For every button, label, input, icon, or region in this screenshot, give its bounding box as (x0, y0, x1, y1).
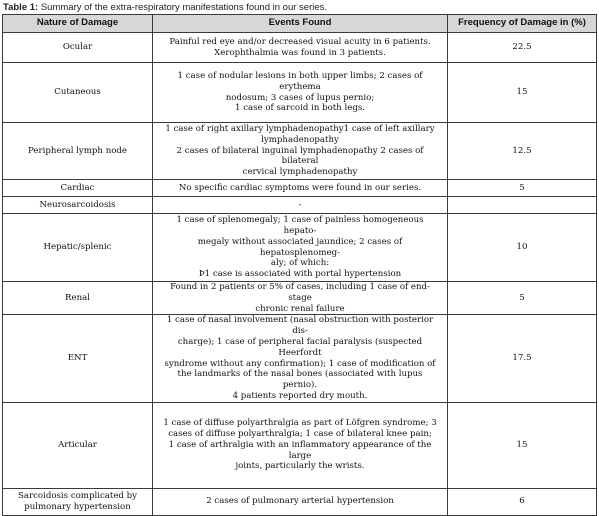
event-line: joints, particularly the wrists. (235, 461, 365, 472)
cell-events (153, 282, 448, 315)
event-line: 1 case of nodular lesions in both upper limbs; 2 cases of erythema (177, 70, 423, 92)
event-line: chronic renal failure (255, 303, 345, 314)
cell-events (153, 180, 448, 197)
table-row (3, 197, 597, 214)
cell-events (153, 197, 448, 214)
event-line: 2 cases of bilateral inguinal lymphadenopathy 2 cases of bilateral (176, 145, 424, 167)
event-line: 1 case of splenomegaly; 1 case of painless homogeneous hepato- (176, 215, 424, 236)
column-header-events: Events Found (153, 15, 448, 33)
table-row (3, 402, 597, 488)
cell-nature: Hepatic/splenic (3, 214, 153, 282)
table-row (3, 123, 597, 180)
cell-nature: Articular (3, 402, 153, 488)
table-row (3, 180, 597, 197)
cell-frequency: 5 (448, 180, 597, 197)
cell-frequency: 15 (448, 63, 597, 123)
event-line: megaly without associated jaundice; 2 cases of hepatosplenomeg- (197, 236, 403, 258)
table-row (3, 33, 597, 63)
event-line: the landmarks of the nasal bones (associated with lupus pernio). (177, 369, 423, 391)
event-line: Xerophthalmia was found in 3 patients. (214, 47, 386, 58)
event-line: Painful red eye and/or decreased visual acuity in 6 patients. (169, 36, 431, 47)
cell-events (153, 63, 448, 123)
column-header-frequency: Frequency of Damage in (%) (448, 15, 597, 33)
cell-frequency: 12.5 (448, 123, 597, 180)
table-row (3, 63, 597, 123)
cell-nature: Ocular (3, 33, 153, 63)
event-line: - (298, 199, 302, 210)
cell-frequency: 15 (448, 402, 597, 488)
cell-nature: Sarcoidosis complicated by pulmonary hypertension (3, 488, 153, 515)
caption-text: Summary of the extra-respiratory manifestations found in our series. (38, 2, 328, 13)
event-line: charge); 1 case of peripheral facial paralysis (suspected Heerfordt (177, 336, 423, 358)
column-header-nature: Nature of Damage (3, 15, 153, 33)
event-line: 2 cases of pulmonary arterial hypertension (206, 496, 394, 507)
cell-frequency: 17.5 (448, 315, 597, 402)
event-line: 1 case of arthralgia with an inflammatory appearance of the large (168, 439, 432, 461)
event-line: 1 case of right axillary lymphadenopathy1 case of left axillary (165, 124, 435, 134)
event-line: nodosum; 3 cases of lupus pernio; (225, 92, 375, 103)
table-row (3, 214, 597, 282)
cell-frequency: 5 (448, 282, 597, 315)
event-line: Þ1 case is associated with portal hypertension (198, 269, 402, 280)
cell-events (153, 123, 448, 180)
event-line: aly; of which: (270, 258, 330, 269)
event-line: No specific cardiac symptoms were found in our series. (178, 182, 422, 193)
cell-nature: Neurosarcoidosis (3, 197, 153, 214)
cell-frequency: 6 (448, 488, 597, 515)
event-line: 4 patients reported dry mouth. (232, 390, 368, 401)
cell-frequency (448, 197, 597, 214)
cell-nature: Peripheral lymph node (3, 123, 153, 180)
cell-events (153, 315, 448, 402)
cell-events (153, 33, 448, 63)
cell-nature: ENT (3, 315, 153, 402)
event-line: 1 case of nasal involvement (nasal obstruction with posterior dis- (166, 315, 434, 337)
header-row (3, 15, 597, 33)
event-line: 1 case of diffuse polyarthralgia as part of Löfgren syndrome; 3 (163, 418, 437, 429)
event-line: 1 case of sarcoid in both legs. (235, 103, 365, 114)
cell-nature: Cutaneous (3, 63, 153, 123)
cell-events (153, 402, 448, 488)
table-caption (3, 2, 327, 13)
table-row (3, 315, 597, 402)
cell-nature: Cardiac (3, 180, 153, 197)
caption-label: Table 1: (3, 2, 39, 13)
cell-nature: Renal (3, 282, 153, 315)
table-row (3, 488, 597, 515)
event-line: cases of diffuse polyarthralgia; 1 case of bilateral knee pain; (168, 429, 432, 440)
event-line: syndrome without any confirmation); 1 case of modification of (164, 358, 436, 369)
table-body (3, 33, 597, 516)
manifestations-table (2, 14, 597, 516)
event-line: cervical lymphadenopathy (242, 167, 358, 178)
cell-events (153, 214, 448, 282)
cell-frequency: 10 (448, 214, 597, 282)
cell-events (153, 488, 448, 515)
event-line: lymphadenopathy (261, 134, 339, 145)
event-line: Found in 2 patients or 5% of cases, including 1 case of end-stage (170, 282, 430, 303)
cell-frequency: 22.5 (448, 33, 597, 63)
table-row (3, 282, 597, 315)
